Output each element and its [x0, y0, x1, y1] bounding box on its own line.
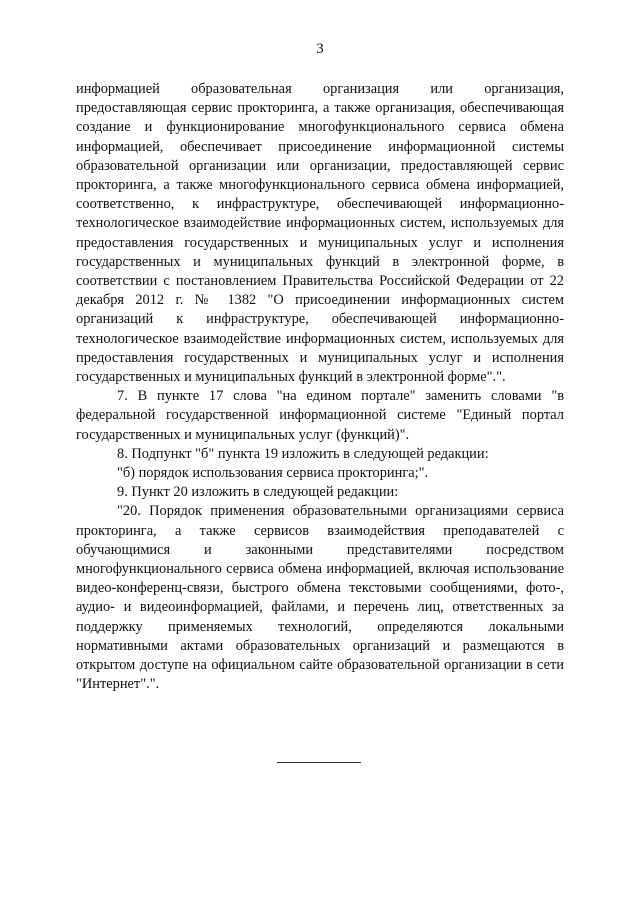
end-separator-line — [277, 762, 361, 763]
paragraph-subitem-b: "б) порядок использования сервиса прокторинга;". — [117, 465, 429, 482]
document-body — [76, 80, 564, 695]
paragraph-item-9: 9. Пункт 20 изложить в следующей редакции: — [117, 484, 399, 501]
page-number: 3 — [316, 41, 324, 57]
paragraph-item-20: "20. Порядок применения образовательными организациями сервиса прокторинга, а также сервисов взаимодействия преподавателей с обучающимися и законными представителями посредством многофункционального сервиса обмена информацией, включая использование видео-конференц-связи, быстрого обмена текстовыми сообщениями, фото-, аудио- и видеоинформацией, файлами, и перечень лиц, ответственных за поддержку применяемых технологий, определяются локальными нормативными актами образовательных организаций и размещаются в открытом доступе на официальном сайте образовательной организации в сети "Интернет".". — [76, 503, 564, 693]
paragraph-continuation: информацией образовательная организация или организация, предоставляющая сервис прокторинга, а также организация, обеспечивающая создание и функционирование многофункционального сервиса обмена информацией, обеспечивает присоединение информационной системы образовательной организации или организации, предоставляющей сервис прокторинга, а также многофункционального сервиса обмена информацией, соответственно, к инфраструктуре, обеспечивающей информационно-технологическое взаимодействие информационных систем, используемых для предоставления государственных и муниципальных услуг и исполнения государственных и муниципальных функций в электронной форме, в соответствии с постановлением Правительства Российской Федерации от 22 декабря 2012 г. № 1382 "О присоединении информационных систем организаций к инфраструктуре, обеспечивающей информационно-технологическое взаимодействие информационных систем, используемых для предоставления государственных и муниципальных услуг и исполнения государственных и муниципальных функций в электронной форме".". — [76, 81, 564, 386]
paragraph-item-7: 7. В пункте 17 слова "на едином портале" заменить словами "в федеральной государственной информационной системе "Единый портал государственных и муниципальных услуг (функций)". — [76, 388, 564, 443]
paragraph-item-8: 8. Подпункт "б" пункта 19 изложить в следующей редакции: — [117, 445, 489, 462]
